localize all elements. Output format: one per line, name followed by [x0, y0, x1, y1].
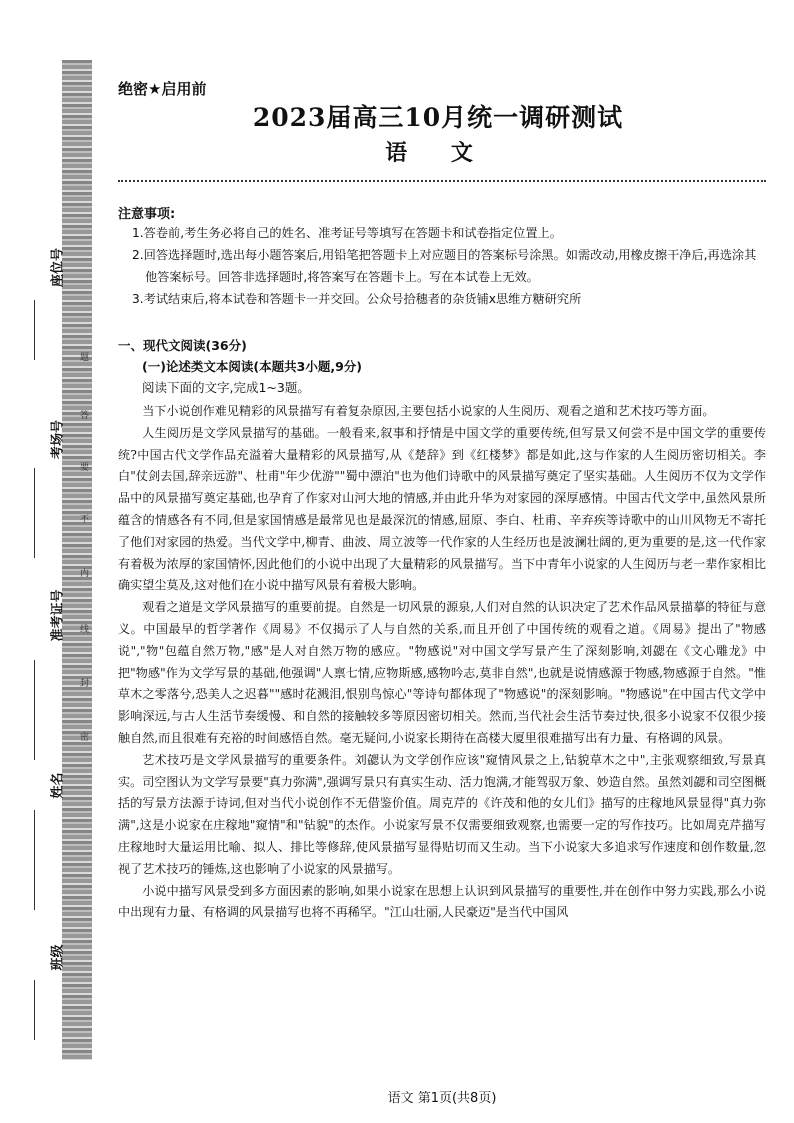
- seal-char: 封: [80, 679, 90, 689]
- subsection-title: (一)论述类文本阅读(本题共3小题,9分): [142, 359, 362, 374]
- class-line: [34, 980, 36, 1040]
- passage-paragraph: 观看之道是文学风景描写的重要前提。自然是一切风景的源泉,人们对自然的认识决定了艺术作品风景描摹的特征与意义。中国最早的哲学著作《周易》不仅揭示了人与自然的关系,而且开创了中国传统的观看之道。《周易》提出了"物感说","物"包蕴自然万物,"感"是人对自然万物的感应。"物感说"对中国文学写景产生了深刻影响,刘勰在《文心雕龙》中把"物感"作为文学写景的基础,他强调"人禀七情,应物斯感,感物吟志,莫非自然",也就是说情感源于物感,物感源于自然。"惟草木之零落兮,恐美人之迟暮""感时花溅泪,恨别鸟惊心"等诗句都体现了"物感说"的深刻影响。"物感说"在中国古代文学中影响深远,与古人生活节奏缓慢、和自然的接触较多等原因密切相关。然而,当代社会生活节奏过快,很多小说家不仅很少接触自然,而且很难有充裕的时间感悟自然。毫无疑问,小说家长期待在高楼大厦里很难描写出有力量、有格调的风景。: [118, 600, 766, 745]
- notice-item: 3.考试结束后,将本试卷和答题卡一并交回。公众号拾穗者的杂货铺x思维方糖研究所: [132, 292, 582, 306]
- seal-char: 题: [80, 353, 90, 363]
- room-number-label: 考场号: [50, 420, 66, 460]
- passage-paragraph: 艺术技巧是文学风景描写的重要条件。刘勰认为文学创作应该"窥情风景之上,钻貌草木之中",主张观察细致,写景真实。司空图认为文学写景要"真力弥满",强调写景只有真实生动、活力饱满,才能驾驭万象、妙造自然。虽然刘勰和司空图概括的写景方法源于诗词,但对当代小说创作不无借鉴价值。周克芹的《许茂和他的女儿们》描写的庄稼地风景显得"真力弥满",这是小说家在庄稼地"窥情"和"钻貌"的杰作。小说家写景不仅需要细致观察,也需要一定的写作技巧。比如周克芹描写庄稼地时大量运用比喻、拟人、排比等修辞,使风景描写显得贴切而又生动。当下小说家大多追求写作速度和创作数量,忽视了艺术技巧的锤炼,这也影响了小说家的风景描写。: [118, 752, 766, 876]
- seal-char: 密: [80, 733, 90, 743]
- reading-instruction: 阅读下面的文字,完成1~3题。: [142, 380, 310, 395]
- page-footer: 语文 第1页(共8页): [387, 1091, 497, 1106]
- exam-title: 2023届高三10月统一调研测试: [252, 103, 624, 132]
- passage-paragraph: 当下小说创作难见精彩的风景描写有着复杂原因,主要包括小说家的人生阅历、观看之道和艺术技巧等方面。: [142, 404, 715, 418]
- notice-item: 1.答卷前,考生务必将自己的姓名、准考证号等填写在答题卡和试卷指定位置上。: [132, 226, 562, 240]
- seal-char: 不: [80, 515, 90, 525]
- name-line: [34, 810, 36, 910]
- seal-char: 答: [80, 411, 90, 421]
- class-label: 班级: [50, 944, 66, 971]
- seat-number-label: 座位号: [50, 248, 66, 288]
- seal-char: 内: [80, 569, 90, 579]
- header-divider: [118, 180, 766, 182]
- room-number-line: [34, 468, 36, 558]
- section-title: 一、现代文阅读(36分): [118, 338, 247, 353]
- notice-heading: 注意事项:: [118, 207, 176, 222]
- confidential-mark: 绝密★启用前: [118, 80, 207, 98]
- subject-title: 语 文: [385, 140, 491, 166]
- passage-paragraph: 人生阅历是文学风景描写的基础。一般看来,叙事和抒情是中国文学的重要传统,但写景又何尝不是中国文学的重要传统?中国古代文学作品充溢着大量精彩的风景描写,从《楚辞》到《红楼梦》都是如此,这与作家的人生阅历密切相关。李白"仗剑去国,辞亲远游"、杜甫"年少优游""蜀中漂泊"也为他们诗歌中的风景描写奠定了坚实基础。人生阅历不仅为文学作品中的风景描写奠定基础,也孕育了作家对山河大地的情感,并由此升华为对家园的深厚感情。中国古代文学中,虽然风景所蕴含的情感各有不同,但是家国情感是最常见也是最深沉的情感,屈原、李白、杜甫、辛弃疾等诗歌中的山川风物无不寄托了他们对家园的热爱。当代文学中,柳青、曲波、周立波等一代作家的人生经历也是波澜壮阔的,更为重要的是,这一代作家有着极为浓厚的家国情怀,因此他们的小说中出现了大量精彩的风景描写。当下中青年小说家的人生阅历与老一辈作家相比确实望尘莫及,这对他们在小说中描写风景有着极大影响。: [118, 425, 766, 593]
- notice-item: 2.回答选择题时,选出每小题答案后,用铅笔把答题卡上对应题目的答案标号涂黑。如需改动,用橡皮擦干净后,再选涂其他答案标号。回答非选择题时,将答案写在答题卡上。写在本试卷上无效。: [132, 248, 757, 284]
- binding-strip: [62, 60, 92, 1060]
- notice-list: [118, 222, 766, 310]
- seat-number-line: [34, 300, 36, 360]
- seal-char: 要: [80, 463, 90, 473]
- seal-char: 线: [80, 625, 90, 635]
- ticket-number-label: 准考证号: [50, 589, 66, 642]
- name-label: 姓名: [50, 772, 66, 799]
- reading-passage: [118, 401, 766, 924]
- passage-paragraph: 小说中描写风景受到多方面因素的影响,如果小说家在思想上认识到风景描写的重要性,并在创作中努力实践,那么小说中出现有力量、有格调的风景描写也将不再稀罕。"江山壮丽,人民豪迈"是当代中国风: [118, 883, 766, 920]
- ticket-number-line: [34, 660, 36, 760]
